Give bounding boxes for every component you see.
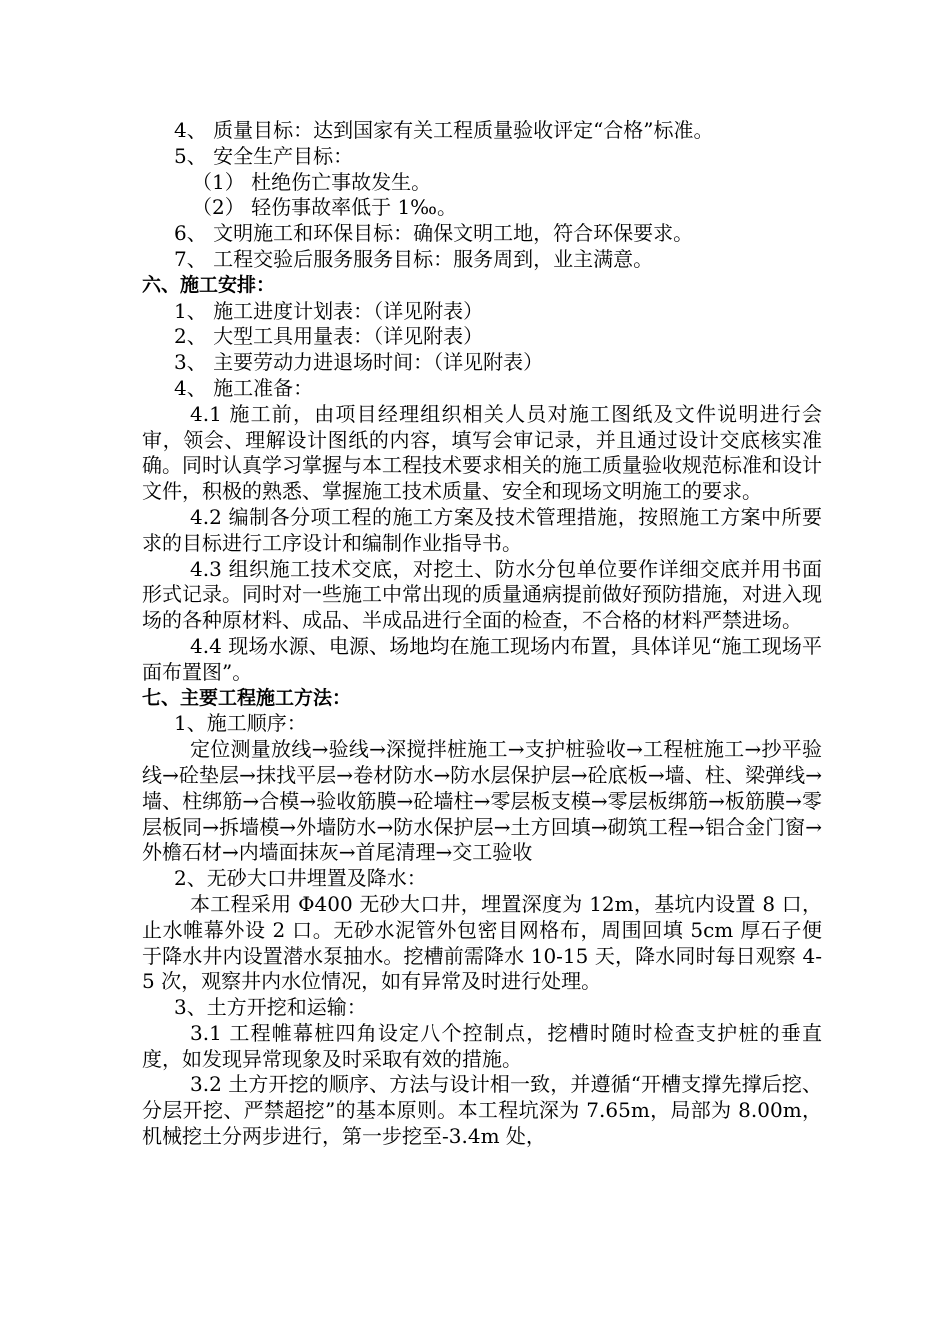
paragraph-4-2: 4.2 编制各分项工程的施工方案及技术管理措施，按照施工方案中所要求的目标进行工序设计和编制作业指导书。 <box>142 504 822 555</box>
tools-table-line: 2、 大型工具用量表：（详见附表） <box>174 324 484 349</box>
construction-sequence-paragraph: 定位测量放线→验线→深搅拌桩施工→支护桩验收→工程桩施工→抄平验线→砼垫层→抹找平层→卷材防水→防水层保护层→砼底板→墙、柱、梁弹线→墙、柱绑筋→合模→验收筋膜→砼墙柱→零层板支模→零层板绑筋→板筋膜→零层板同→拆墙模→外墙防水→防水保护层→土方回填→砌筑工程→铝合金门窗→外檐石材→内墙面抹灰→首尾清理→交工验收 <box>142 737 822 865</box>
schedule-table-line: 1、 施工进度计划表：（详见附表） <box>174 298 484 323</box>
construction-sequence-heading: 1、施工顺序： <box>174 711 307 736</box>
safety-goal-heading: 5、 安全生产目标： <box>174 143 354 168</box>
service-goal-line: 7、 工程交验后服务服务目标：服务周到，业主满意。 <box>174 246 654 271</box>
document-page <box>142 118 822 1150</box>
section-heading-7: 七、主要工程施工方法： <box>142 686 352 709</box>
paragraph-4-4: 4.4 现场水源、电源、场地均在施工现场内布置，具体详见“施工现场平面布置图”。 <box>142 633 822 684</box>
quality-goal-line: 4、 质量目标：达到国家有关工程质量验收评定“合格”标准。 <box>174 118 714 142</box>
safety-goal-item-1: （1） 杜绝伤亡事故发生。 <box>192 169 432 194</box>
paragraph-3-2: 3.2 土方开挖的顺序、方法与设计相一致，并遵循“开槽支撑先撑后挖、分层开挖、严禁超挖”的基本原则。本工程坑深为 7.65m，局部为 8.00m，机械挖土分两步进行，第一步挖至-3.4m 处， <box>142 1072 822 1149</box>
civilized-construction-goal-line: 6、 文明施工和环保目标：确保文明工地，符合环保要求。 <box>174 221 694 246</box>
section-heading-6: 六、施工安排： <box>142 273 276 296</box>
paragraph-4-3: 4.3 组织施工技术交底，对挖土、防水分包单位要作详细交底并用书面形式记录。同时对一些施工中常出现的质量通病提前做好预防措施，对进入现场的各种原材料、成品、半成品进行全面的检查，不合格的材料严禁进场。 <box>142 556 822 633</box>
preparation-heading: 4、 施工准备： <box>174 375 314 400</box>
safety-goal-item-2: （2） 轻伤事故率低于 1‰。 <box>192 195 457 220</box>
earthwork-heading: 3、土方开挖和运输： <box>174 995 367 1020</box>
dewatering-paragraph: 本工程采用 Φ400 无砂大口井，埋置深度为 12m，基坑内设置 8 口，止水帷幕外设 2 口。无砂水泥管外包密目网格布，周围回填 5cm 厚石子便于降水井内设置潜水泵抽水。挖槽前需降水 10-15 天，降水同时每日观察 4-5 次，观察井内水位情况，如有异常及时进行处理。 <box>142 891 822 994</box>
labor-schedule-line: 3、 主要劳动力进退场时间：（详见附表） <box>174 350 544 375</box>
paragraph-4-1: 4.1 施工前，由项目经理组织相关人员对施工图纸及文件说明进行会审，领会、理解设计图纸的内容，填写会审记录，并且通过设计交底核实准确。同时认真学习掌握与本工程技术要求相关的施工质量验收规范标准和设计文件，积极的熟悉、掌握施工技术质量、安全和现场文明施工的要求。 <box>142 401 822 504</box>
dewatering-heading: 2、无砂大口井埋置及降水： <box>174 866 427 891</box>
paragraph-3-1: 3.1 工程帷幕桩四角设定八个控制点，挖槽时随时检查支护桩的垂直度，如发现异常现象及时采取有效的措施。 <box>142 1020 822 1071</box>
